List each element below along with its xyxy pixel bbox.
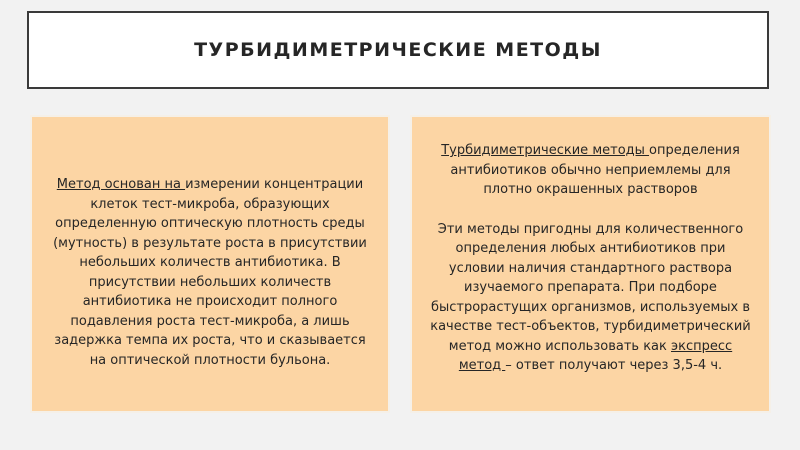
right-p2-underlined: экспресс метод — [458, 338, 733, 373]
right-panel — [410, 115, 771, 413]
right-paragraph-2 — [426, 220, 755, 376]
left-lead-underlined: Метод основан на — [56, 177, 186, 192]
right-p2-before: Эти методы пригодны для количественного определения любых антибиотиков при условии наличия стандартного раствора изучаемого препарата. При подборе быстрорастущих организмов, используемых в качестве тест-объектов, турбидиметрический метод можно использовать как — [430, 221, 751, 354]
left-panel — [30, 115, 390, 413]
right-p1-text: определения антибиотиков обычно неприемлемы для плотно окрашенных растворов — [450, 143, 740, 197]
slide-title: ТУРБИДИМЕТРИЧЕСКИЕ МЕТОДЫ — [194, 39, 602, 61]
right-p1-underlined: Турбидиметрические методы — [441, 143, 650, 158]
paragraph-gap — [426, 200, 755, 220]
title-box — [27, 11, 769, 89]
right-p2-after: – ответ получают через 3,5-4 ч. — [505, 358, 723, 373]
left-text: измерении концентрации клеток тест-микроба, образующих определенную оптическую плотность среды (мутность) в результате роста в присутствии небольших количеств антибиотика. В присутствии небольших количеств антибиотика не происходит полного подавления роста тест-микроба, а лишь задержка темпа их роста, что и сказывается на оптической плотности бульона. — [53, 177, 367, 368]
right-paragraph-1 — [426, 141, 755, 200]
left-paragraph — [46, 175, 374, 370]
